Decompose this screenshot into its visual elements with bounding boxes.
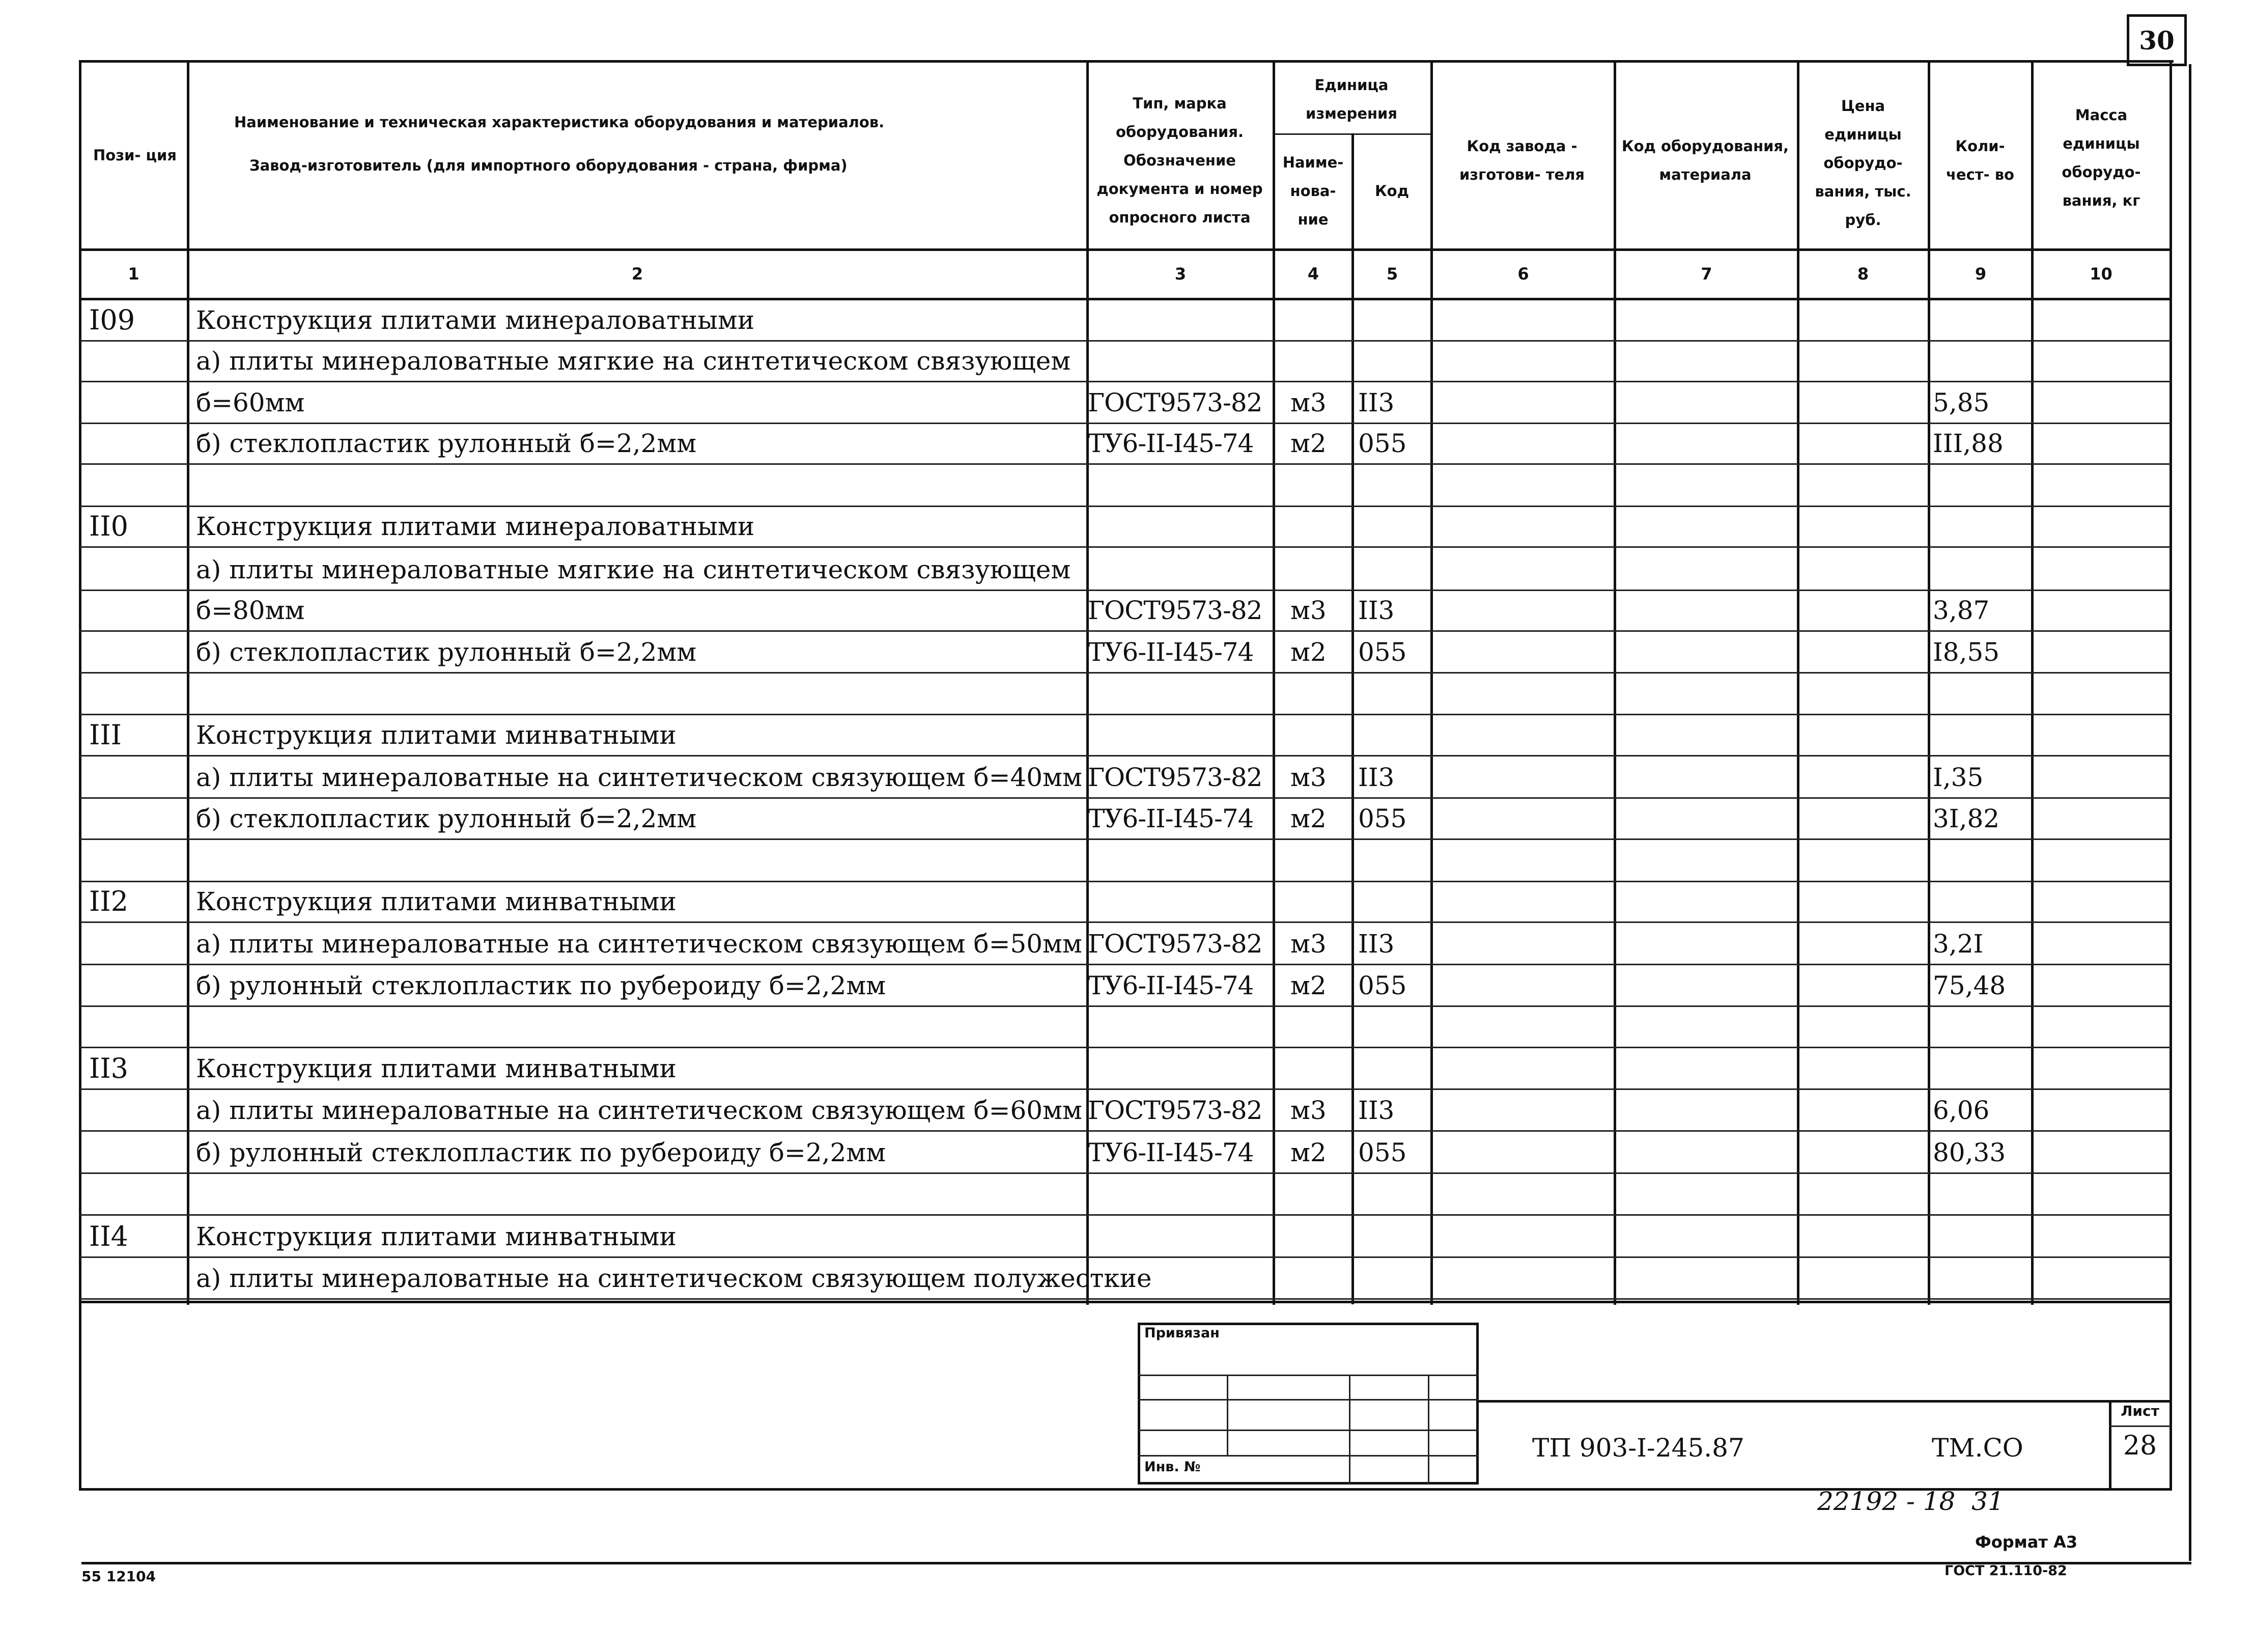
row-name: а) плиты минераловатные на синтетическом связующем полужесткие [196,1264,1152,1293]
row-name: Конструкция плитами минватными [196,1054,677,1083]
row-position: II3 [89,1052,129,1084]
header-col9: Коли- чест- во [1946,137,2014,183]
row-qty: I,35 [1933,763,1984,792]
row-doc: ТУ6-II-I45-74 [1088,637,1254,667]
row-name: а) плиты минераловатные на синтетическом связующем б=40мм [196,763,1082,792]
bottom-left-code: 55 12104 [81,1568,156,1585]
titleblock-top [1479,1400,2171,1403]
row-qty: 80,33 [1933,1138,2006,1167]
col-line-7 [1797,60,1799,1305]
row-unit: м3 [1290,1096,1327,1125]
row-name: б) рулонный стеклопластик по рубероиду б=2,2мм [196,971,886,1000]
colnum-2: 2 [631,264,643,284]
row-unit: м2 [1290,1138,1327,1167]
header-col6: Код завода - изготови- теля [1459,137,1585,183]
header-bottom [79,248,2171,251]
row-qty: 3,87 [1933,596,1990,625]
row-position: I09 [89,304,135,336]
col-line-3 [1273,60,1275,1305]
col-line-8 [1928,60,1930,1305]
stamp-vline-3 [1428,1375,1429,1485]
row-doc: ГОСТ9573-82 [1088,596,1262,625]
row-unit: м3 [1290,929,1327,959]
row-doc: ТУ6-II-I45-74 [1088,804,1254,833]
row-name: Конструкция плитами минватными [196,1222,677,1251]
handwritten-note: 22192 - 18 31 [1817,1487,2004,1516]
col-line-6 [1614,60,1616,1305]
row-code: 055 [1358,971,1407,1000]
format-label: Формат А3 [1975,1532,2078,1552]
outer-bottom-edge [81,1562,2191,1564]
header-col2-line2: Завод-изготовитель (для импортного оборудования - страна, фирма) [249,157,848,174]
row-code: II3 [1358,1096,1395,1125]
stamp-vline-2 [1349,1375,1350,1485]
header-col5: Код [1374,182,1410,200]
row-name: б) стеклопластик рулонный б=2,2мм [196,429,697,458]
colnum-8: 8 [1857,264,1869,284]
header-col7: Код оборудования, материала [1621,137,1789,183]
gost-footer: ГОСТ 21.110-82 [1945,1563,2067,1579]
row-doc: ГОСТ9573-82 [1088,929,1262,959]
row-name: а) плиты минераловатные мягкие на синтетическом связующем [196,555,1071,584]
row-doc: ТУ6-II-I45-74 [1088,971,1254,1000]
colnum-9: 9 [1975,264,1987,284]
row-name: б=60мм [196,388,305,417]
header-col2-line1: Наименование и техническая характеристика оборудования и материалов. [234,114,885,131]
colnum-4: 4 [1307,264,1319,284]
row-position: II4 [89,1220,129,1252]
sheet-label: Лист [2121,1403,2159,1419]
body-bottom [79,1301,2171,1303]
page-number-top: 30 [2139,25,2175,55]
row-name: а) плиты минераловатные на синтетическом связующем б=50мм [196,929,1082,959]
col-line-4 [1351,133,1354,1304]
colnum-1: 1 [128,264,139,284]
header-unit-group: Единица измерения [1306,76,1397,122]
row-doc: ТУ6-II-I45-74 [1088,1138,1254,1167]
row-code: II3 [1358,763,1395,792]
row-name: б=80мм [196,596,305,625]
row-doc: ТУ6-II-I45-74 [1088,429,1254,458]
sheet-box-divider [2109,1425,2171,1427]
colnum-3: 3 [1174,264,1187,284]
row-name: Конструкция плитами минватными [196,887,677,916]
stamp-vline-1 [1227,1375,1228,1455]
row-position: II0 [89,510,129,542]
doc-code: ТП 903-I-245.87 [1532,1433,1744,1463]
row-unit: м3 [1290,388,1327,417]
inv-label: Инв. № [1144,1459,1201,1475]
row-name: б) рулонный стеклопластик по рубероиду б=2,2мм [196,1138,886,1167]
row-unit: м2 [1290,429,1327,458]
colnum-10: 10 [2090,264,2112,284]
row-name: б) стеклопластик рулонный б=2,2мм [196,804,697,833]
row-name: Конструкция плитами минераловатными [196,512,755,541]
header-col10: Масса единицы оборудо- вания, кг [2062,106,2141,209]
doc-mark: ТМ.СО [1932,1433,2023,1463]
header-col4: Наиме- нова- ние [1282,154,1344,228]
header-col3: Тип, марка оборудования. Обозначение документа и номер опросного листа [1096,95,1263,226]
row-name: б) стеклопластик рулонный б=2,2мм [196,637,697,667]
row-position: II2 [89,885,129,917]
row-doc: ГОСТ9573-82 [1088,1096,1262,1125]
row-unit: м2 [1290,637,1327,667]
row-code: II3 [1358,388,1395,417]
row-code: II3 [1358,929,1395,959]
colnum-7: 7 [1701,264,1712,284]
row-qty: 3,2I [1933,929,1984,959]
row-qty: III,88 [1933,429,2004,458]
frame-right [2170,60,2172,1491]
row-name: а) плиты минераловатные мягкие на синтетическом связующем [196,346,1071,376]
frame-top [79,60,2174,63]
col-line-5 [1430,60,1433,1305]
row-unit: м2 [1290,971,1327,1000]
row-code: 055 [1358,429,1407,458]
col-line-9 [2031,60,2034,1305]
row-code: 055 [1358,804,1407,833]
header-col8: Цена единицы оборудо- вания, тыс. руб. [1815,97,1911,229]
row-name: Конструкция плитами минватными [196,720,677,750]
privyazan-label: Привязан [1144,1325,1220,1341]
row-code: II3 [1358,596,1395,625]
row-qty: 5,85 [1933,388,1990,417]
row-doc: ГОСТ9573-82 [1088,763,1262,792]
row-code: 055 [1358,637,1407,667]
sheet-number: 28 [2123,1431,2157,1461]
row-name: Конструкция плитами минераловатными [196,305,755,335]
header-col1: Пози- ция [93,147,177,164]
row-code: 055 [1358,1138,1407,1167]
row-qty: 3I,82 [1933,804,2000,833]
row-unit: м3 [1290,596,1327,625]
outer-right-edge [2189,64,2191,1561]
row-position: III [89,719,122,751]
colnum-5: 5 [1386,264,1398,284]
col-line-1 [187,60,189,1305]
row-qty: 75,48 [1933,971,2006,1000]
colnum-6: 6 [1517,264,1529,284]
row-doc: ГОСТ9573-82 [1088,388,1262,417]
row-unit: м2 [1290,804,1327,833]
row-unit: м3 [1290,763,1327,792]
row-qty: I8,55 [1933,637,2000,667]
row-name: а) плиты минераловатные на синтетическом связующем б=60мм [196,1096,1082,1125]
row-qty: 6,06 [1933,1096,1990,1125]
